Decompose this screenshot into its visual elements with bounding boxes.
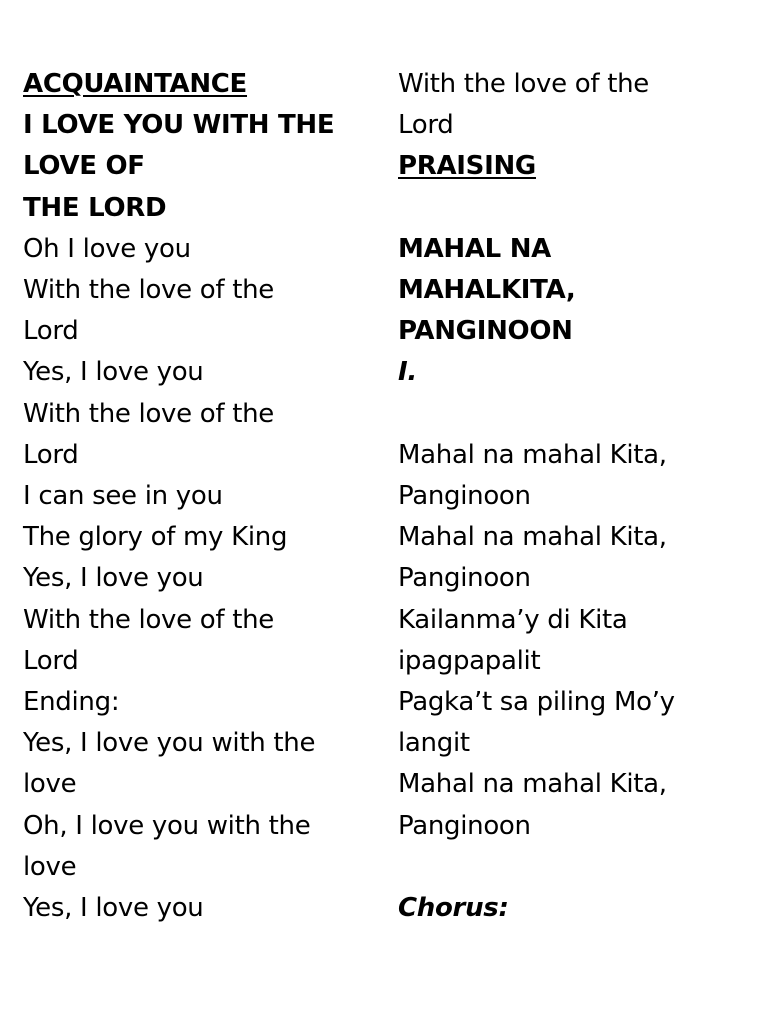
lyric-line: Mahal na mahal Kita, xyxy=(398,769,667,800)
lyric-line: Panginoon xyxy=(398,563,531,594)
lyric-line: With the love of the xyxy=(23,275,275,306)
right-column xyxy=(398,64,758,929)
lyric-line: ipagpapalit xyxy=(398,645,541,676)
lyric-line: I can see in you xyxy=(23,481,223,512)
song-title-line: MAHAL NA xyxy=(398,233,551,264)
lyric-line: Panginoon xyxy=(398,810,531,841)
lyric-line: Yes, I love you xyxy=(23,893,204,924)
blank-line xyxy=(398,394,758,435)
lyric-line: Ending: xyxy=(23,687,120,718)
blank-line xyxy=(398,847,758,888)
lyric-line: langit xyxy=(398,728,470,759)
lyric-line: Lord xyxy=(23,316,79,347)
song-title-line: LOVE OF xyxy=(23,151,145,182)
lyric-line: love xyxy=(23,851,77,882)
song-title-line: I LOVE YOU WITH THE xyxy=(23,110,335,141)
blank-line xyxy=(398,188,758,229)
section-heading-acquaintance: ACQUAINTANCE xyxy=(23,69,248,99)
song-title-line: PANGINOON xyxy=(398,316,573,347)
lyric-line: With the love of the xyxy=(23,604,275,635)
lyric-line: Yes, I love you xyxy=(23,563,204,594)
lyric-line: Lord xyxy=(398,110,454,141)
lyric-line: Lord xyxy=(23,439,79,470)
lyric-line: Mahal na mahal Kita, xyxy=(398,522,667,553)
chorus-label: Chorus: xyxy=(398,893,509,924)
lyric-line: Panginoon xyxy=(398,481,531,511)
lyric-line: Oh, I love you with the xyxy=(23,810,311,841)
lyric-line: Mahal na mahal Kita, xyxy=(398,439,667,470)
verse-number: I. xyxy=(398,357,417,388)
lyric-line: With the love of the xyxy=(23,398,275,429)
lyric-line: love xyxy=(23,769,77,800)
lyric-line: Yes, I love you xyxy=(23,357,204,388)
lyric-line: Pagka’t sa piling Mo’y xyxy=(398,687,675,718)
lyric-line: Yes, I love you with the xyxy=(23,728,316,759)
lyric-line: With the love of the xyxy=(398,69,650,99)
left-column xyxy=(23,64,373,929)
song-title-line: MAHALKITA, xyxy=(398,275,576,305)
lyric-line: The glory of my King xyxy=(23,522,288,553)
lyric-line: Kailanma’y di Kita xyxy=(398,604,628,635)
song-title-line: THE LORD xyxy=(23,192,167,223)
lyric-line: Oh I love you xyxy=(23,233,191,264)
lyric-line: Lord xyxy=(23,645,79,676)
section-heading-praising: PRAISING xyxy=(398,151,536,182)
